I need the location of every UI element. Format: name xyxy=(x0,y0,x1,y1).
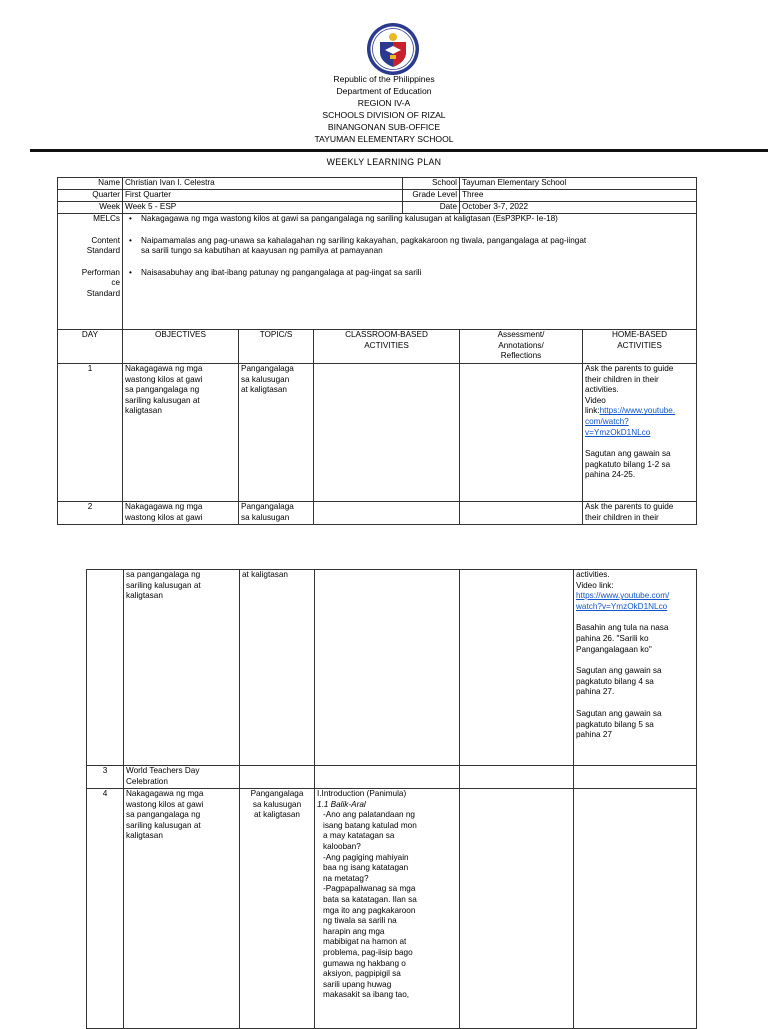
home-line: Video xyxy=(585,395,606,405)
topic-line: Pangangalaga xyxy=(241,364,294,373)
home-line: Pangangalagaan ko" xyxy=(576,644,652,654)
topic-line: at kaligtasan xyxy=(242,570,288,579)
grade-value: Three xyxy=(460,190,697,202)
classroom-line: isang batang katulad mon xyxy=(323,820,417,830)
classroom-cell xyxy=(314,502,460,525)
topic-line: at kaligtasan xyxy=(241,385,287,395)
classroom-cell xyxy=(315,789,460,1029)
home-line: pahina 27 xyxy=(576,730,612,740)
header-line-sub-office: BINANGONAN SUB-OFFICE xyxy=(327,122,441,132)
classroom-line: -Ang pagiging mahiyain xyxy=(323,852,409,862)
table-row-day-2 xyxy=(58,502,697,525)
objective-line: sariling kalusugan at xyxy=(126,580,201,590)
home-activities-cell xyxy=(574,570,697,766)
objective-line: kaligtasan xyxy=(125,406,162,416)
home-activities-cell xyxy=(583,364,697,502)
classroom-line: a may katatagan sa xyxy=(323,831,395,841)
quarter-label: Quarter xyxy=(58,190,123,202)
classroom-line: -Pagpapaliwanag sa mga xyxy=(323,884,416,894)
content-standard-text-2: sa sarili tungo sa kabutihan at kaayusan ng pamilya at pamayanan xyxy=(141,246,383,256)
classroom-line: harapin ang mga xyxy=(323,926,385,936)
home-line: Sagutan ang gawain sa xyxy=(576,708,662,718)
col-header-objectives: OBJECTIVES xyxy=(123,330,239,364)
table-row-day-2-continued xyxy=(87,570,697,766)
home-line: pahina 27. xyxy=(576,687,615,697)
assessment-cell xyxy=(460,502,583,525)
objective-line: sa pangangalaga ng xyxy=(125,385,200,395)
content-standard-label: Content Standard xyxy=(86,235,120,256)
header-line-region: REGION IV-A xyxy=(357,98,411,108)
objective-line: sa pangangalaga ng xyxy=(126,570,201,579)
home-line: pahina 24-25. xyxy=(585,470,636,480)
performance-standard-text: Naisasabuhay ang ibat-ibang patunay ng pangangalaga at pag-iingat sa sarili xyxy=(141,267,422,277)
performance-label-2: ce xyxy=(111,278,120,288)
column-header-row xyxy=(58,330,697,364)
col-header-day: DAY xyxy=(58,330,123,364)
video-link[interactable]: https://www.youtube.com/ xyxy=(576,591,670,601)
topic-line: sa kalusugan xyxy=(241,512,290,522)
classroom-line: makasakit sa ibang tao, xyxy=(323,990,410,1000)
objective-line: Nakagagawa ng mga xyxy=(125,364,203,373)
video-link-prefix: link: xyxy=(585,406,600,416)
performance-standard-item xyxy=(125,268,694,279)
objective-line: sariling kalusugan at xyxy=(125,395,200,405)
classroom-subheading: 1.1 Balik-Aral xyxy=(317,799,366,809)
bullet-icon: • xyxy=(129,235,132,245)
topic-line: at kaligtasan xyxy=(254,810,300,820)
video-link[interactable]: v=YmzOkD1NLco xyxy=(585,427,651,437)
standards-row xyxy=(58,214,697,330)
week-value: Week 5 - ESP xyxy=(123,202,403,214)
topic-cell xyxy=(240,570,315,766)
home-line: pagkatuto bilang 4 sa xyxy=(576,676,654,686)
week-label: Week xyxy=(58,202,123,214)
header-divider xyxy=(30,149,768,152)
date-label: Date xyxy=(403,202,460,214)
home-line: Basahin ang tula na nasa xyxy=(576,623,669,633)
classroom-cell xyxy=(314,364,460,502)
classroom-line: kalooban? xyxy=(323,841,361,851)
table-row-day-1 xyxy=(58,364,697,502)
classroom-line: sarili upang huwag xyxy=(323,979,392,989)
day-cell: 1 xyxy=(58,364,123,502)
performance-label-1: Performan xyxy=(81,267,120,277)
assessment-cell xyxy=(460,570,574,766)
col-header-assessment xyxy=(460,330,583,364)
objectives-cell xyxy=(124,766,240,789)
home-line: Video link: xyxy=(576,580,614,590)
video-link-line xyxy=(585,406,694,417)
objective-line: kaligtasan xyxy=(126,591,163,601)
video-link[interactable]: watch?v=YmzOkD1NLco xyxy=(576,601,668,611)
objective-line: wastong kilos at gawi xyxy=(126,799,204,809)
assessment-cell xyxy=(460,766,574,789)
melcs-label: MELCs xyxy=(93,214,120,223)
info-row-name xyxy=(58,178,697,190)
objectives-cell xyxy=(123,364,239,502)
home-line: Ask the parents to guide xyxy=(585,502,674,511)
video-link[interactable]: https://www.youtube. xyxy=(599,406,676,416)
video-link[interactable]: com/watch? xyxy=(585,416,629,426)
day-cell xyxy=(87,570,124,766)
weekly-plan-table-page2 xyxy=(86,569,697,1029)
melcs-item xyxy=(125,214,694,225)
plan-title: WEEKLY LEARNING PLAN xyxy=(326,157,442,167)
topic-cell xyxy=(239,364,314,502)
home-line: Sagutan ang gawain sa xyxy=(576,666,662,676)
topic-line: Pangangalaga xyxy=(250,789,304,798)
home-activities-cell xyxy=(583,502,697,525)
performance-label-3: Standard xyxy=(86,288,120,298)
table-row-day-4 xyxy=(87,789,697,1029)
classroom-heading: I.Introduction (Panimula) xyxy=(317,789,407,798)
topic-cell xyxy=(240,789,315,1029)
objective-line: Nakagagawa ng mga xyxy=(125,502,203,511)
info-row-week xyxy=(58,202,697,214)
info-row-quarter xyxy=(58,190,697,202)
topic-line: sa kalusugan xyxy=(252,799,302,809)
header-line-republic: Republic of the Philippines xyxy=(333,74,435,84)
col-header-assessment-1: Assessment/ xyxy=(497,330,545,339)
topic-cell xyxy=(240,766,315,789)
topic-line: sa kalusugan xyxy=(241,374,290,384)
teacher-name: Christian Ivan I. Celestra xyxy=(123,178,403,190)
home-line: pagkatuto bilang 5 sa xyxy=(576,719,654,729)
header-line-division: SCHOOLS DIVISION OF RIZAL xyxy=(322,110,446,120)
home-activities-cell xyxy=(574,789,697,1029)
school-name: Tayuman Elementary School xyxy=(460,178,697,190)
classroom-cell xyxy=(315,766,460,789)
grade-label: Grade Level xyxy=(403,190,460,202)
classroom-line: problema, pag-iisip bago xyxy=(323,947,413,957)
topic-cell xyxy=(239,502,314,525)
objective-line: Celebration xyxy=(126,776,168,786)
classroom-line: baa ng isang katatagan xyxy=(323,863,409,873)
home-line: their children in their xyxy=(585,512,659,522)
classroom-line: bata sa katatagan. Ilan sa xyxy=(323,894,417,904)
deped-seal-logo xyxy=(366,22,420,76)
day-cell: 4 xyxy=(87,789,124,1029)
objective-line: sa pangangalaga ng xyxy=(126,810,201,820)
col-header-topics: TOPIC/S xyxy=(239,330,314,364)
quarter-value: First Quarter xyxy=(123,190,403,202)
col-header-classroom-2: ACTIVITIES xyxy=(364,340,409,350)
home-line: activities. xyxy=(585,385,619,395)
content-standard-item xyxy=(125,236,694,247)
classroom-line: ng tiwala sa sarili na xyxy=(323,916,397,926)
classroom-cell xyxy=(315,570,460,766)
col-header-home-1: HOME-BASED xyxy=(611,330,668,339)
classroom-line: na metatag? xyxy=(323,873,369,883)
content-standard-item-cont xyxy=(125,246,694,257)
objective-line: wastong kilos at gawi xyxy=(125,512,203,522)
home-line: pagkatuto bilang 1-2 sa xyxy=(585,459,671,469)
name-label: Name xyxy=(58,178,123,190)
col-header-home-2: ACTIVITIES xyxy=(617,340,662,350)
classroom-line: gumawa ng hakbang o xyxy=(323,958,406,968)
classroom-line: -Ano ang palatandaan ng xyxy=(323,810,415,820)
assessment-cell xyxy=(460,364,583,502)
objective-line: kaligtasan xyxy=(126,831,163,841)
home-activities-cell xyxy=(574,766,697,789)
date-value: October 3-7, 2022 xyxy=(460,202,697,214)
home-line: their children in their xyxy=(585,374,659,384)
home-line: activities. xyxy=(576,570,610,579)
objectives-cell xyxy=(124,570,240,766)
objectives-cell xyxy=(124,789,240,1029)
assessment-cell xyxy=(460,789,574,1029)
objectives-cell xyxy=(123,502,239,525)
school-label: School xyxy=(403,178,460,190)
classroom-line: aksiyon, pagpipigil sa xyxy=(323,969,401,979)
table-row-day-3 xyxy=(87,766,697,789)
col-header-assessment-3: Reflections xyxy=(500,351,542,361)
header-line-school: TAYUMAN ELEMENTARY SCHOOL xyxy=(314,134,454,144)
day-cell: 2 xyxy=(58,502,123,525)
standards-labels xyxy=(58,214,123,330)
header-line-department: Department of Education xyxy=(336,86,432,96)
col-header-home xyxy=(583,330,697,364)
home-line: Sagutan ang gawain sa xyxy=(585,449,671,459)
objective-line: sariling kalusugan at xyxy=(126,820,201,830)
objective-line: Nakagagawa ng mga xyxy=(126,789,204,798)
col-header-classroom xyxy=(314,330,460,364)
classroom-line: mga ito ang pagkakaroon xyxy=(323,905,416,915)
day-cell: 3 xyxy=(87,766,124,789)
content-standard-text-1: Naipamamalas ang pag-unawa sa kahalagahan ng sariling kakayahan, pagkakaroon ng tiwala, pangangalaga at pag-iingat xyxy=(141,235,587,245)
topic-line: Pangangalaga xyxy=(241,502,294,511)
objective-line: World Teachers Day xyxy=(126,766,200,775)
col-header-classroom-1: CLASSROOM-BASED xyxy=(345,330,428,339)
objective-line: wastong kilos at gawi xyxy=(125,374,203,384)
classroom-lines xyxy=(317,810,457,1001)
bullet-icon: • xyxy=(129,267,132,277)
classroom-line: mabibigat na hamon at xyxy=(323,937,407,947)
bullet-icon: • xyxy=(129,214,132,223)
home-line: Ask the parents to guide xyxy=(585,364,674,373)
weekly-plan-table-page1 xyxy=(57,177,697,525)
melcs-text: Nakagagawa ng mga wastong kilos at gawi sa pangangalaga ng sariling kalusugan at kaligtasan (EsP3PKP- Ie-18) xyxy=(141,214,558,223)
home-line: pahina 26. "Sarili ko xyxy=(576,633,649,643)
col-header-assessment-2: Annotations/ xyxy=(498,340,544,350)
standards-content xyxy=(123,214,697,330)
